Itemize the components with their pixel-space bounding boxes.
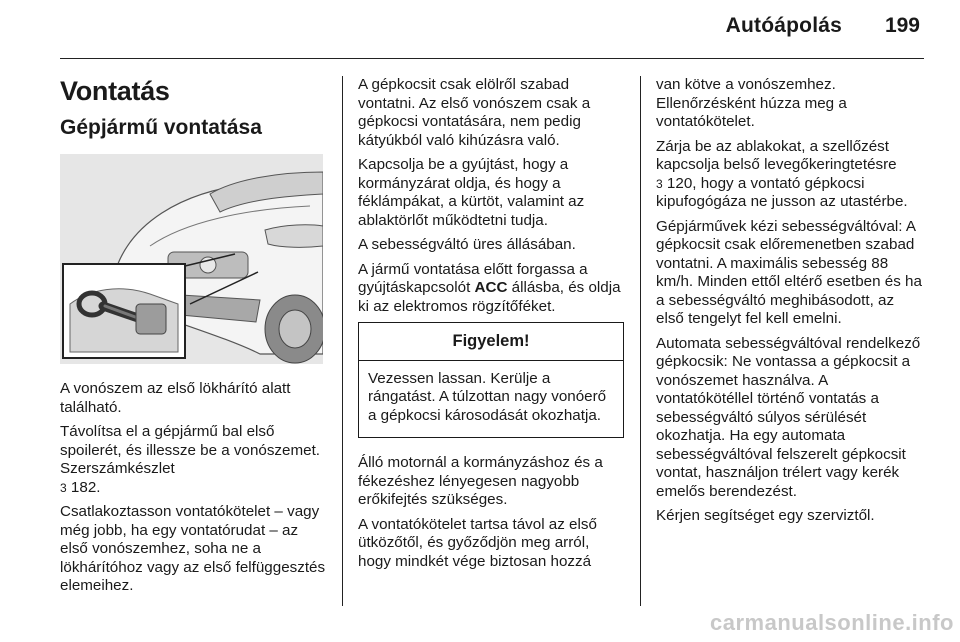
paragraph: van kötve a vonószemhez. Ellenőrzésként húzza meg a vontatókötelet. <box>656 76 847 130</box>
cross-reference-arrow-icon: 3 <box>60 480 67 495</box>
running-header-title: Autóápolás <box>725 14 842 37</box>
paragraph: Csatlakoztasson vontatókötelet – vagy még jobb, ha egy vontatórudat – az első vonószemhez, soha ne a lökhárítóhoz vagy az első felfüggesztés elemeihez. <box>60 503 326 594</box>
paragraph: A jármű vontatása előtt forgassa a gyújtáskapcsolót ACC állásba, és oldja ki az elektromos rögzítőféket. <box>358 260 621 315</box>
paragraph: Zárja be az ablakokat, a szellőzést kapcsolja belső levegőkeringtetésre 3 120, hogy a vontató gépkocsi kipufogógáza ne jusson az utastérbe. <box>656 137 908 210</box>
header-divider <box>60 58 924 59</box>
paragraph: Távolítsa el a gépjármű bal első spoilerét, és illessze be a vonószemet. Szerszámkészlet 3 182. <box>60 423 321 496</box>
paragraph: A gépkocsit csak elölről szabad vontatni. Az első vonószem csak a gépkocsi vontatására, nem pedig kátyúkból való kihúzásra való. <box>358 76 591 149</box>
column-1 <box>60 76 326 602</box>
column-2 <box>358 76 624 577</box>
subsection-heading: Gépjármű vontatása <box>60 116 262 139</box>
paragraph: Álló motornál a kormányzáshoz és a fékezéshez lényegesen nagyobb erőkifejtés szükséges. <box>358 454 603 508</box>
paragraph: Kapcsolja be a gyújtást, hogy a kormányzárat oldja, és hogy a féklámpákat, a kürtöt, valamint az ablaktörlőt működtetni tudja. <box>358 156 585 229</box>
column-divider-2 <box>640 76 641 606</box>
column-3 <box>656 76 924 532</box>
warning-text: Vezessen lassan. Kerülje a rángatást. A túlzottan nagy vonóerő a gépkocsi károsodását okozhatja. <box>368 369 607 424</box>
column-divider-1 <box>342 76 343 606</box>
paragraph: Kérjen segítséget egy szerviztől. <box>656 507 875 524</box>
paragraph: A sebességváltó üres állásában. <box>358 236 576 253</box>
page-reference-link[interactable]: 182. <box>70 478 101 496</box>
watermark: carmanualsonline.info <box>710 610 954 635</box>
paragraph: Gépjárművek kézi sebességváltóval: A gépkocsit csak előremenetben szabad vontatni. A maximális sebesség 88 km/h. Minden ettől eltérő esetben és ha a sebességváltó meghibásodott, az első tengelyt fel kell emelni. <box>656 217 922 327</box>
paragraph: A vontatókötelet tartsa távol az első ütközőtől, és győződjön meg arról, hogy mindkét vége biztosan hozzá <box>358 515 597 570</box>
paragraph: A vonószem az első lökhárító alatt található. <box>60 380 291 416</box>
section-heading: Vontatás <box>60 76 170 106</box>
cross-reference-arrow-icon: 3 <box>656 176 663 191</box>
warning-box <box>358 322 624 438</box>
ignition-position-label: ACC <box>474 279 508 296</box>
towing-eye-illustration <box>60 154 323 364</box>
warning-title: Figyelem! <box>359 323 623 361</box>
page-reference-text[interactable]: 120, hogy a vontató gépkocsi kipufogógáza ne jusson az utastérbe. <box>656 174 908 210</box>
paragraph: Automata sebességváltóval rendelkező gépkocsik: Ne vontassa a gépkocsit a vonószemet használva. A vontatókötéllel történő vontatás a sebességváltó súlyos sérülését okozhatja. Ha egy automata sebességváltóval felszerelt gépkocsit vontat, használjon trélert vagy kerék emelős berendezést. <box>656 334 921 500</box>
page-number: 199 <box>884 14 920 37</box>
